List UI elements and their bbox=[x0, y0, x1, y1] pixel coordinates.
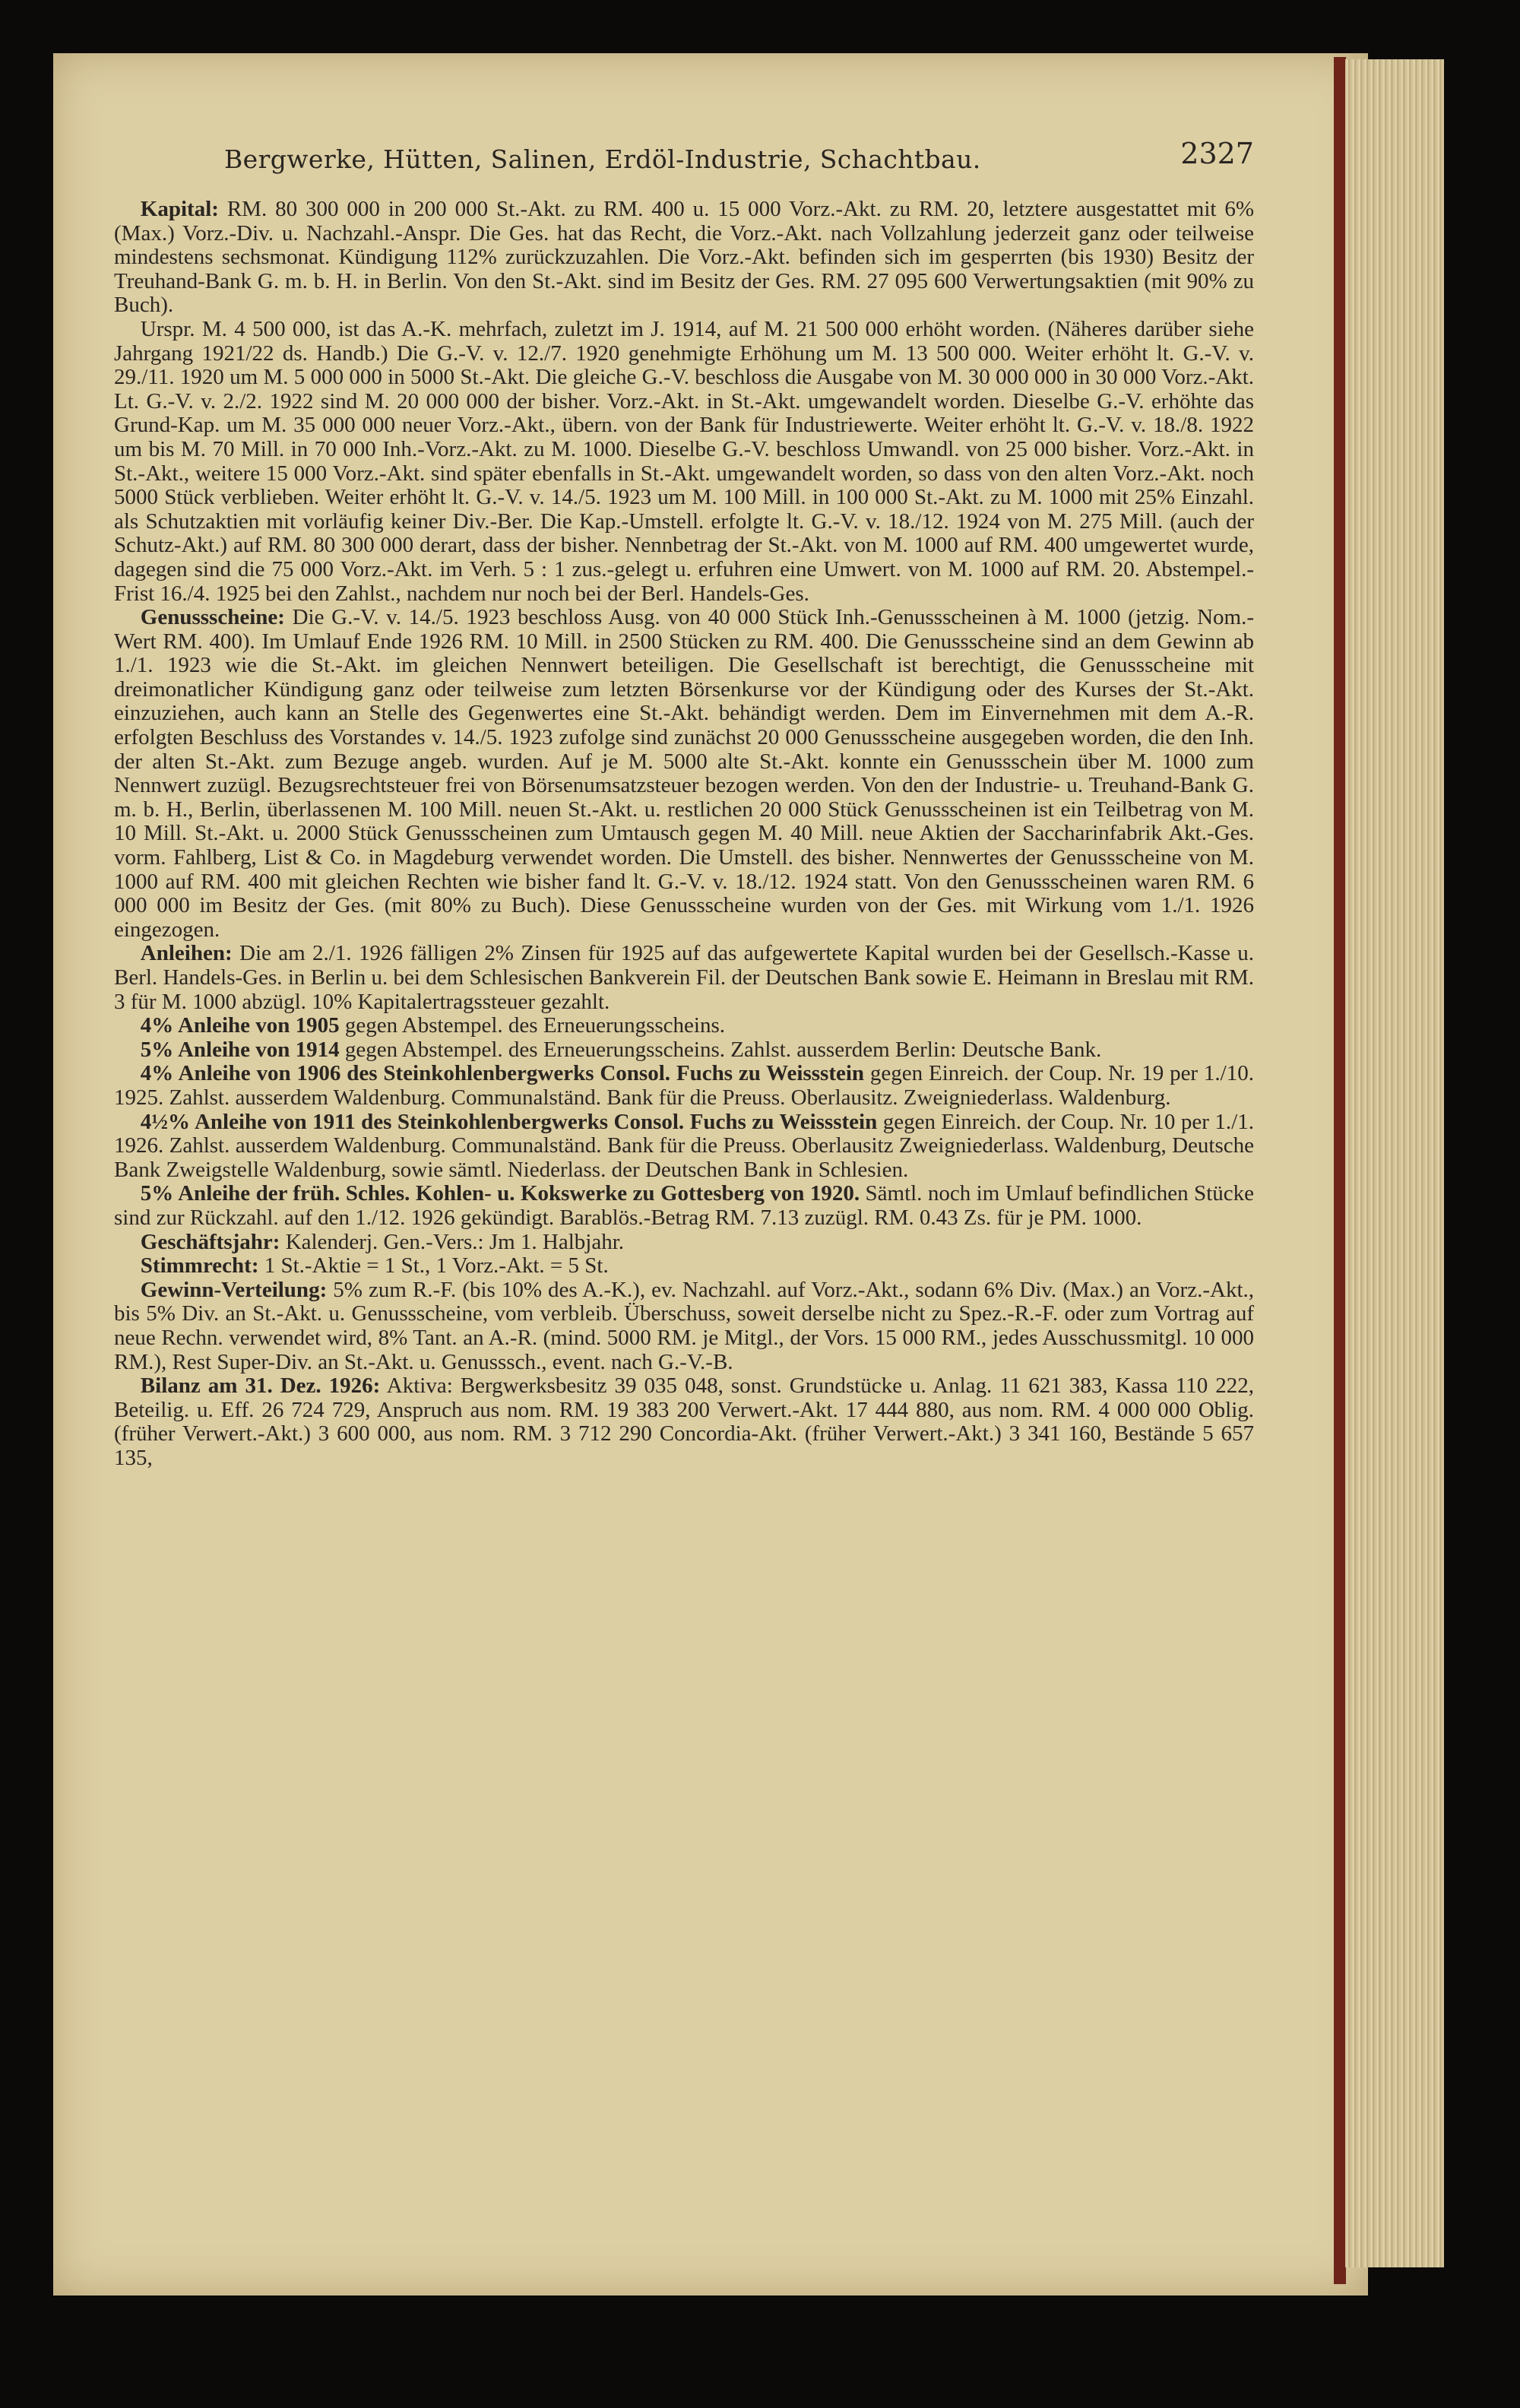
paragraph-bilanz bbox=[114, 1374, 1254, 1470]
paragraph-text: Aktiva: Bergwerksbesitz 39 035 048, sonst. Grundstücke u. Anlag. 11 621 383, Kassa 110 222, Beteilig. u. Eff. 26 724 729, Anspruch aus nom. RM. 19 383 200 Verwert.-Akt. 17 444 880, aus nom. RM. 4 000 000 Oblig. (früher Verwert.-Akt.) 3 600 000, aus nom. RM. 3 712 290 Concordia-Akt. (früher Verwert.-Akt.) 3 341 160, Bestände 5 657 135, bbox=[114, 1374, 1254, 1470]
paragraph-label: Bilanz am 31. Dez. 1926: bbox=[140, 1374, 381, 1399]
binding-stripe bbox=[1334, 57, 1346, 2284]
header-title: Bergwerke, Hütten, Salinen, Erdöl-Industrie, Schachtbau. bbox=[224, 144, 981, 174]
paragraph-geschaeftsjahr bbox=[114, 1231, 1254, 1255]
paragraph-text: RM. 80 300 000 in 200 000 St.-Akt. zu RM. 400 u. 15 000 Vorz.-Akt. zu RM. 20, letztere ausgestattet mit 6% (Max.) Vorz.-Div. u. Nachzahl.-Anspr. Die Ges. hat das Recht, die Vorz.-Akt. nach Vollzahlung jederzeit ganz oder teilweise mindestens sechsmonat. Kündigung 112% zurückzuzahlen. Die Vorz.-Akt. befinden sich im gesperrten (bis 1930) Besitz der Treuhand-Bank G. m. b. H. in Berlin. Von den St.-Akt. sind im Besitz der Ges. RM. 27 095 600 Verwertungsaktien (mit 90% zu Buch). bbox=[114, 197, 1255, 318]
paragraph-anleihen bbox=[114, 942, 1254, 1014]
page-number: 2327 bbox=[1180, 137, 1254, 170]
paragraph-label: 4% Anleihe von 1906 des Steinkohlenbergwerks Consol. Fuchs zu Weissstein bbox=[140, 1061, 865, 1086]
paragraph-text: Kalenderj. Gen.-Vers.: Jm 1. Halbjahr. bbox=[285, 1229, 625, 1254]
paragraph-label: 5% Anleihe der früh. Schles. Kohlen- u. Kokswerke zu Gottesberg von 1920. bbox=[140, 1181, 860, 1206]
paragraph-text: 5% zum R.-F. (bis 10% des A.-K.), ev. Nachzahl. auf Vorz.-Akt., sodann 6% Div. (Max.) an Vorz.-Akt., bis 5% Div. an St.-Akt. u. Genussscheine, vom verbleib. Überschuss, soweit derselbe nicht zu Spez.-R.-F. oder zum Vortrag auf neue Rechn. verwendet wird, 8% Tant. an A.-R. (mind. 5000 RM. je Mitgl., der Vors. 15 000 RM., jedes Ausschussmitgl. 10 000 RM.), Rest Super-Div. an St.-Akt. u. Genusssch., event. nach G.-V.-B. bbox=[114, 1277, 1254, 1374]
paragraph-gewinn-verteilung bbox=[114, 1278, 1254, 1374]
paragraph-anleihe-1914 bbox=[114, 1038, 1254, 1063]
page-content bbox=[114, 137, 1254, 1470]
paragraph-anleihe-1906 bbox=[114, 1062, 1254, 1110]
paragraph-text: Die G.-V. v. 14./5. 1923 beschloss Ausg. von 40 000 Stück Inh.-Genussscheinen à M. 1000 (jetzig. Nom.-Wert RM. 400). Im Umlauf Ende 1926 RM. 10 Mill. in 2500 Stücken zu RM. 400. Die Genussscheine sind an dem Gewinn ab 1./1. 1923 wie die St.-Akt. im gleichen Nennwert beteiligen. Die Gesellschaft ist berechtigt, die Genussscheine mit dreimonatlicher Kündigung ganz oder teilweise zum letzten Börsenkurse vor der Kündigung oder des Kurses der St.-Akt. einzuziehen, auch kann an Stelle des Gegenwertes eine St.-Akt. behändigt werden. Dem im Einvernehmen mit dem A.-R. erfolgten Beschluss des Vorstandes v. 14./5. 1923 zufolge sind zunächst 20 000 Genussscheine ausgegeben worden, die den Inh. der alten St.-Akt. zum Bezuge angeb. wurden. Auf je M. 5000 alte St.-Akt. konnte ein Genussschein über M. 1000 zum Nennwert zuzügl. Bezugsrechtsteuer frei von Börsenumsatzsteuer bezogen werden. Von den der Industrie- u. Treuhand-Bank G. m. b. H., Berlin, überlassenen M. 100 Mill. neuen St.-Akt. u. restlichen 20 000 Stück Genussscheinen ist ein Teilbetrag von M. 10 Mill. St.-Akt. u. 2000 Stück Genussscheinen zum Umtausch gegen M. 40 Mill. neue Aktien der Saccharinfabrik Akt.-Ges. vorm. Fahlberg, List & Co. in Magdeburg verwendet worden. Die Umstell. des bisher. Nennwertes der Genussscheine von M. 1000 auf RM. 400 mit gleichen Rechten wie bisher fand lt. G.-V. v. 18./12. 1924 statt. Von den Genussscheinen waren RM. 6 000 000 im Besitz der Ges. (mit 80% zu Buch). Diese Genussscheine wurden von der Ges. mit Wirkung vom 1./1. 1926 eingezogen. bbox=[114, 605, 1254, 942]
paragraph-anleihe-1911 bbox=[114, 1111, 1254, 1183]
body-text bbox=[114, 198, 1254, 1470]
paragraph-text: M. 4 500 000, ist das A.-K. mehrfach, zuletzt im J. 1914, auf M. 21 500 000 erhöht worden. (Näheres darüber siehe Jahrgang 1921/22 ds. Handb.) Die G.-V. v. 12./7. 1920 genehmigte Erhöhung um M. 13 500 000. Weiter erhöht lt. G.-V. v. 29./11. 1920 um M. 5 000 000 in 5000 St.-Akt. Die gleiche G.-V. beschloss die Ausgabe von M. 30 000 000 in 30 000 Vorz.-Akt. Lt. G.-V. v. 2./2. 1922 sind M. 20 000 000 der bisher. Vorz.-Akt. in St.-Akt. umgewandelt worden. Dieselbe G.-V. erhöhte das Grund-Kap. um M. 35 000 000 neuer Vorz.-Akt., übern. von der Bank für Industriewerte. Weiter erhöht lt. G.-V. v. 18./8. 1922 um bis M. 70 Mill. in 70 000 Inh.-Vorz.-Akt. zu M. 1000. Dieselbe G.-V. beschloss Umwandl. von 25 000 bisher. Vorz.-Akt. in St.-Akt., weitere 15 000 Vorz.-Akt. sind später ebenfalls in St.-Akt. umgewandelt worden, so dass von den alten Vorz.-Akt. noch 5000 Stück verblieben. Weiter erhöht lt. G.-V. v. 14./5. 1923 um M. 100 Mill. in 100 000 St.-Akt. zu M. 1000 mit 25% Einzahl. als Schutzaktien mit vorläufig keiner Div.-Ber. Die Kap.-Umstell. erfolgte lt. G.-V. v. 18./12. 1924 von M. 275 Mill. (auch der Schutz-Akt.) auf RM. 80 300 000 derart, dass der bisher. Nennbetrag der St.-Akt. von M. 1000 auf RM. 400 umgewertet wurde, dagegen sind die 75 000 Vorz.-Akt. im Verh. 5 : 1 zus.-gelegt u. erfuhren eine Umwert. von M. 1000 auf RM. 20. Abstempel.-Frist 16./4. 1925 bei den Zahlst., nachdem nur noch bei der Berl. Handels-Ges. bbox=[114, 316, 1255, 606]
paragraph-text: gegen Einreich. der Coup. Nr. 10 per 1./1. 1926. Zahlst. ausserdem Waldenburg. Communalständ. Bank für die Preuss. Oberlausitz Zweigniederlass. Waldenburg, Deutsche Bank Zweigstelle Waldenburg, sowie sämtl. Niederlass. der Deutschen Bank in Schlesien. bbox=[114, 1109, 1254, 1182]
paragraph-text: gegen Abstempel. des Erneuerungsscheins. bbox=[344, 1013, 726, 1038]
paragraph-label: Kapital: bbox=[140, 197, 219, 221]
paragraph-anleihe-1905 bbox=[114, 1014, 1254, 1038]
paragraph-genussscheine bbox=[114, 606, 1254, 942]
paragraph-text: Die am 2./1. 1926 fälligen 2% Zinsen für 1925 auf das aufgewertete Kapital wurden bei der Gesellsch.-Kasse u. Berl. Handels-Ges. in Berlin u. bei dem Schlesischen Bankverein Fil. der Deutschen Bank sowie E. Heimann in Breslau mit RM. 3 für M. 1000 abzügl. 10% Kapitalertragssteuer gezahlt. bbox=[114, 941, 1254, 1014]
paragraph-label: Genussscheine: bbox=[140, 605, 285, 630]
paragraph-label: 5% Anleihe von 1914 bbox=[140, 1037, 340, 1062]
running-header bbox=[114, 137, 1254, 198]
paragraph-text: 1 St.-Aktie = 1 St., 1 Vorz.-Akt. = 5 St. bbox=[264, 1253, 609, 1278]
paragraph-label: Anleihen: bbox=[140, 941, 233, 966]
paragraph-label: Geschäftsjahr: bbox=[140, 1229, 280, 1254]
paragraph-kapital bbox=[114, 198, 1254, 318]
paragraph-label: Urspr. bbox=[140, 316, 195, 341]
page-edges bbox=[1345, 59, 1444, 2267]
paragraph-label: Gewinn-Verteilung: bbox=[140, 1277, 328, 1302]
paragraph-label: 4½% Anleihe von 1911 des Steinkohlenbergwerks Consol. Fuchs zu Weissstein bbox=[140, 1109, 878, 1134]
paragraph-label: 4% Anleihe von 1905 bbox=[140, 1013, 340, 1038]
paragraph-stimmrecht bbox=[114, 1254, 1254, 1278]
paragraph-text: Sämtl. noch im Umlauf befindlichen Stücke sind zur Rückzahl. auf den 1./12. 1926 gekündigt. Barablös.-Betrag RM. 7.13 zuzügl. RM. 0.43 Zs. für je PM. 1000. bbox=[114, 1181, 1254, 1230]
paragraph-label: Stimmrecht: bbox=[140, 1253, 259, 1278]
paragraph-urspr bbox=[114, 318, 1254, 606]
paragraph-text: gegen Einreich. der Coup. Nr. 19 per 1./10. 1925. Zahlst. ausserdem Waldenburg. Communalständ. Bank für die Preuss. Oberlausitz. Zweigniederlass. Waldenburg. bbox=[114, 1061, 1254, 1110]
paragraph-text: gegen Abstempel. des Erneuerungsscheins. Zahlst. ausserdem Berlin: Deutsche Bank. bbox=[344, 1037, 1102, 1062]
paragraph-anleihe-1920 bbox=[114, 1182, 1254, 1230]
